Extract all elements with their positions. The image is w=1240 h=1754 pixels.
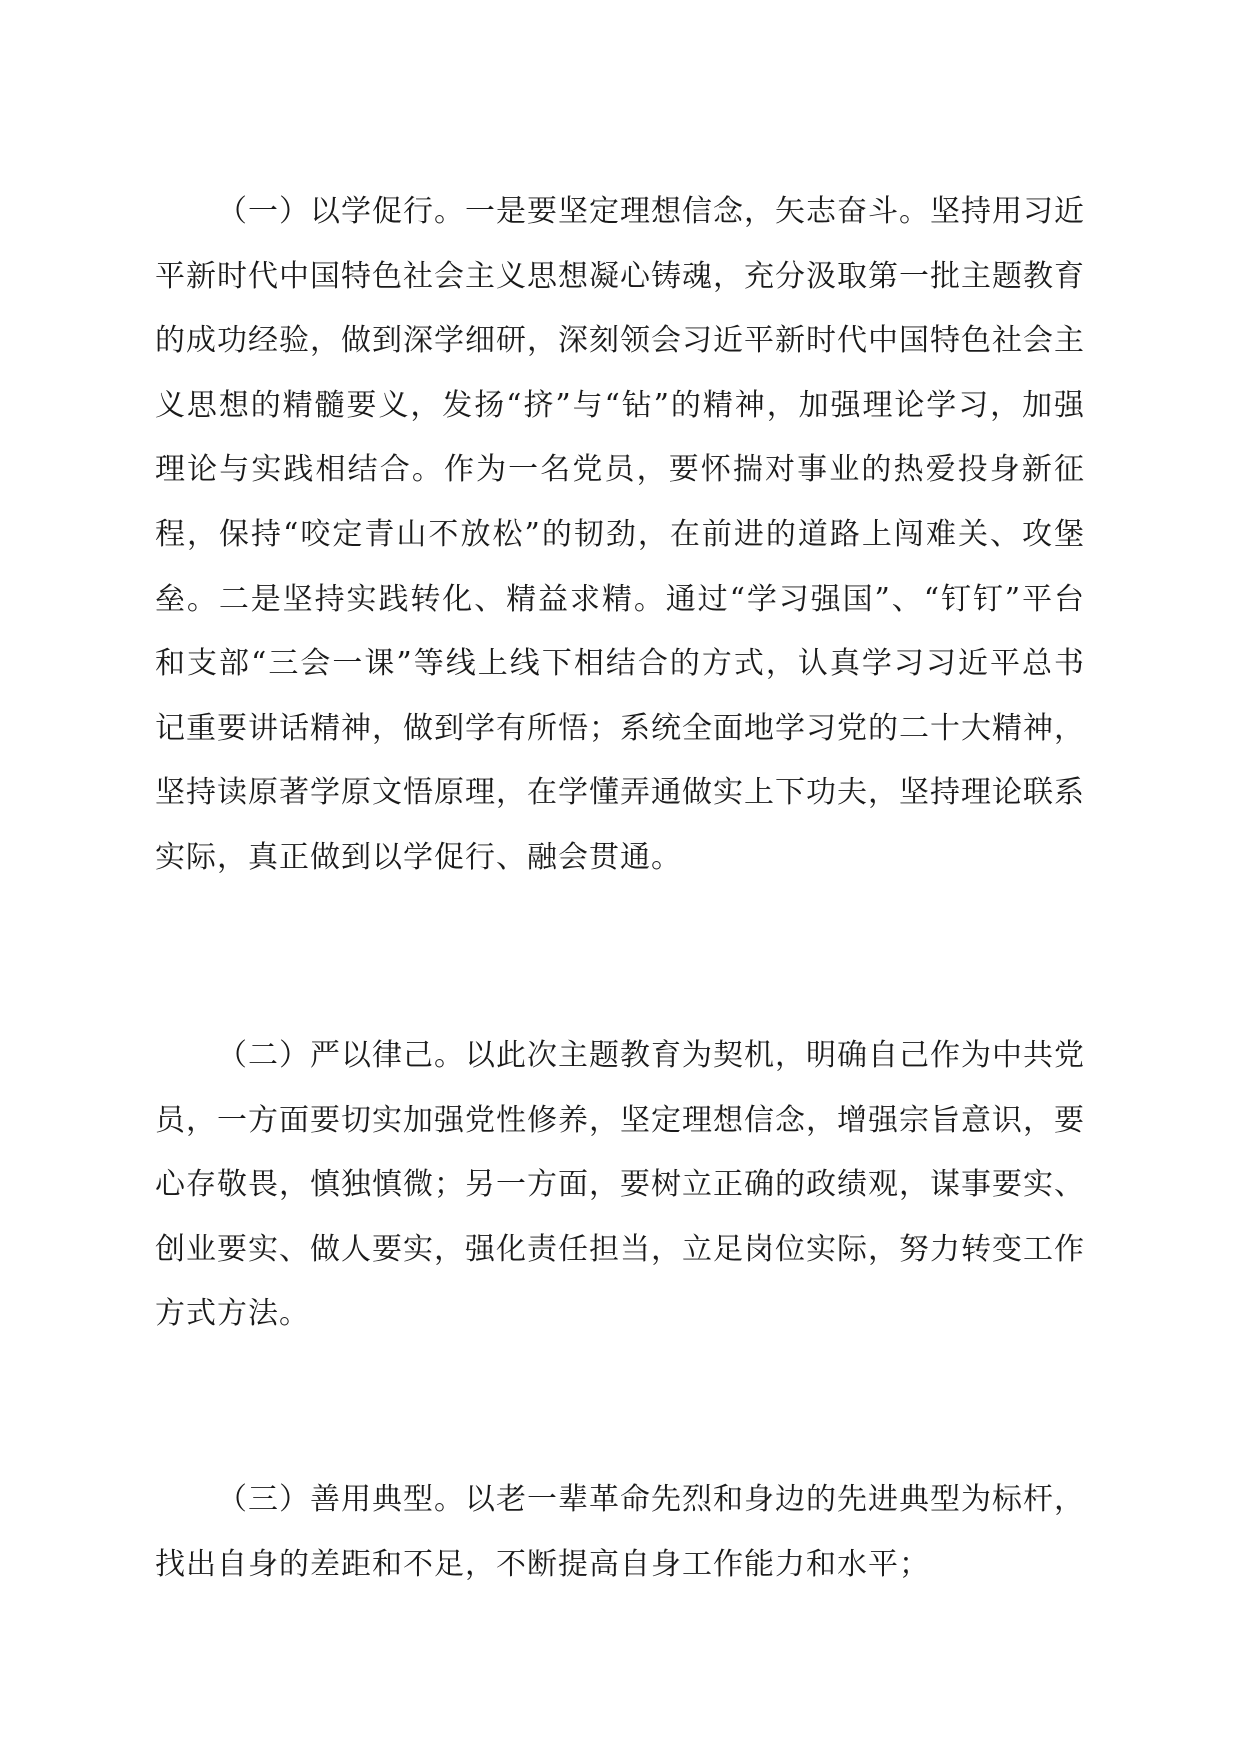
paragraph-role-models: （三）善用典型。以老一辈革命先烈和身边的先进典型为标杆，找出自身的差距和不足，不断提高自身工作能力和水平； <box>155 1482 1085 1582</box>
paragraph-self-discipline: （二）严以律己。以此次主题教育为契机，明确自己作为中共党员，一方面要切实加强党性修养，坚定理想信念，增强宗旨意识，要心存敬畏，慎独慎微；另一方面，要树立正确的政绩观，谋事要实、创业要实、做人要实，强化责任担当，立足岗位实际，努力转变工作方式方法。 <box>155 1038 1085 1332</box>
paragraph-learning-promotes-action: （一）以学促行。一是要坚定理想信念，矢志奋斗。坚持用习近平新时代中国特色社会主义思想凝心铸魂，充分汲取第一批主题教育的成功经验，做到深学细研，深刻领会习近平新时代中国特色社会主义思想的精髓要义，发扬“挤”与“钻”的精神，加强理论学习，加强理论与实践相结合。作为一名党员，要怀揣对事业的热爱投身新征程，保持“咬定青山不放松”的韧劲，在前进的道路上闯难关、攻堡垒。二是坚持实践转化、精益求精。通过“学习强国”、“钉钉”平台和支部“三会一课”等线上线下相结合的方式，认真学习习近平总书记重要讲话精神，做到学有所悟；系统全面地学习党的二十大精神，坚持读原著学原文悟原理，在学懂弄通做实上下功夫，坚持理论联系实际，真正做到以学促行、融会贯通。 <box>155 194 1085 875</box>
